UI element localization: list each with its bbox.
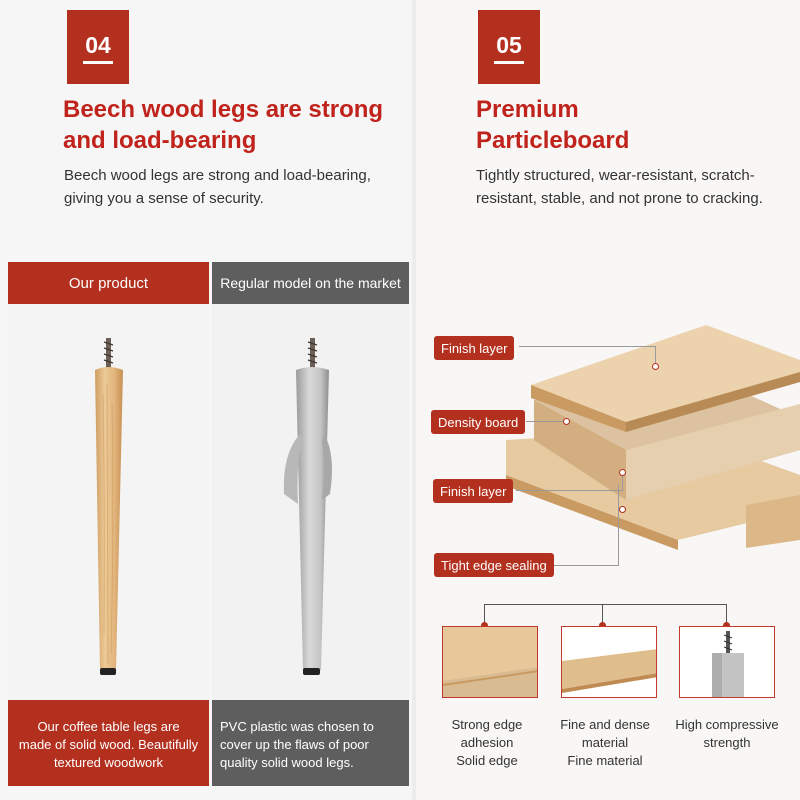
feature-line-2: strength [703,735,751,750]
heading-line-2: Particleboard [476,127,630,154]
badge-underline [494,61,524,64]
callout-label: Finish layer [440,483,507,499]
feature-line-1: Strong edge [451,717,523,732]
pointer-dot [619,469,626,476]
feature-line-2: material [581,735,629,750]
callout-label: Density board [438,414,519,430]
our-product-label: Our product [68,274,149,292]
leader-line [618,485,619,566]
feature-material-image [561,626,657,698]
regular-caption-line-3: quality solid wood legs. [220,755,354,770]
feature-strength-image [679,626,775,698]
feature-line-2: adhesion [460,735,514,750]
our-caption-line-1: Our coffee table legs are [37,719,180,734]
regular-caption-line-2: cover up the flaws of poor [220,737,369,752]
regular-model-header [212,262,409,304]
feature-text-edge [424,716,550,770]
leader-line [516,490,622,491]
section-heading [476,94,629,156]
leader-line [526,421,566,422]
regular-model-caption [212,700,409,786]
section-heading [63,94,383,156]
feature-line-3: Fine material [567,753,643,768]
section-description [476,164,763,210]
feature-line-1: Fine and dense [560,717,650,732]
our-caption-line-2: made of solid wood. Beautifully [18,737,199,752]
desc-line-2: resistant, stable, and not prone to cracking. [476,190,763,207]
pointer-dot [563,418,570,425]
callout-finish-layer-top [434,336,514,360]
wood-leg-image [8,304,209,700]
feature-edge-image [442,626,538,698]
regular-caption-line-1: PVC plastic was chosen to [220,719,374,734]
pointer-dot [619,506,626,513]
our-product-caption [8,700,209,786]
desc-line-1: Beech wood legs are strong and load-bearing, [64,167,371,184]
leader-line [622,475,623,491]
section-number-badge [478,10,540,84]
heading-line-2: and load-bearing [63,127,257,154]
feature-text-material [542,716,668,770]
feature-bracket [484,604,726,605]
feature-text-strength [664,716,790,752]
desc-line-1: Tightly structured, wear-resistant, scratch- [476,167,755,184]
our-caption-line-3: textured woodwork [53,755,164,770]
callout-edge-sealing [434,553,554,577]
pvc-leg-image [212,304,409,700]
badge-underline [83,61,113,64]
section-number: 05 [496,32,522,58]
section-description [64,164,371,210]
our-product-column [8,304,209,700]
callout-density-board [431,410,525,434]
section-number: 04 [85,32,111,58]
regular-model-column [212,304,409,700]
leader-line [519,346,655,347]
regular-model-label: Regular model on the market [220,275,401,291]
callout-label: Finish layer [441,340,508,356]
our-product-header [8,262,209,304]
desc-line-2: giving you a sense of security. [64,190,264,207]
callout-finish-layer-bottom [433,479,513,503]
feature-line-3: Solid edge [456,753,518,768]
heading-line-1: Beech wood legs are strong [63,96,384,123]
feature-line-1: High compressive [675,717,779,732]
pointer-dot [652,363,659,370]
particleboard-panel [416,0,800,800]
callout-label: Tight edge sealing [441,557,547,573]
heading-line-1: Premium [476,96,579,123]
section-number-badge [67,10,129,84]
